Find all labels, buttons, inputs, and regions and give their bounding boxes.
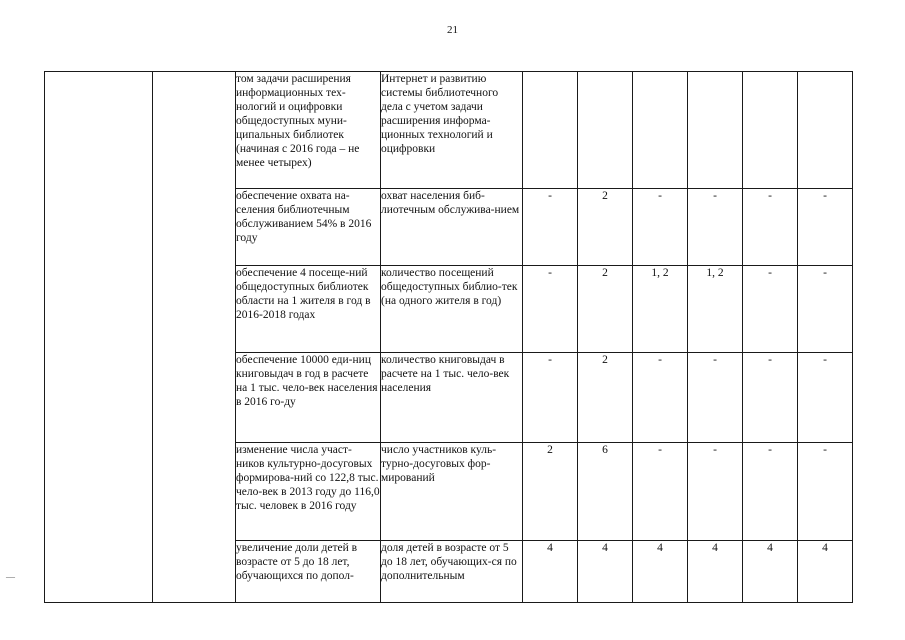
- goal-cell: обеспечение охвата на-селения библиотечным обслуживанием 54% в 2016 году: [236, 189, 381, 266]
- value-cell: -: [743, 353, 798, 443]
- value-cell: 4: [578, 541, 633, 603]
- value-cell: 2: [578, 266, 633, 353]
- indicator-cell: доля детей в возрасте от 5 до 18 лет, обучающих-ся по дополнительным: [381, 541, 523, 603]
- name-column-cell: [153, 72, 236, 603]
- value-cell: 2: [578, 353, 633, 443]
- value-cell: -: [523, 189, 578, 266]
- value-cell: -: [688, 443, 743, 541]
- value-cell: [578, 72, 633, 189]
- value-cell: 1, 2: [688, 266, 743, 353]
- value-cell: [688, 72, 743, 189]
- value-cell: 4: [798, 541, 853, 603]
- goal-cell: том задачи расширения информационных тех-нологий и оцифровки общедоступных муни-ципальных библиотек (начиная с 2016 года – не менее четырех): [236, 72, 381, 189]
- goal-cell: обеспечение 10000 еди-ниц книговыдач в год в расчете на 1 тыс. чело-век населения в 2016 го-ду: [236, 353, 381, 443]
- value-cell: -: [798, 353, 853, 443]
- value-cell: -: [688, 189, 743, 266]
- value-cell: 2: [578, 189, 633, 266]
- value-cell: -: [688, 353, 743, 443]
- value-cell: 4: [688, 541, 743, 603]
- indicators-table: [44, 71, 853, 603]
- value-cell: 4: [743, 541, 798, 603]
- value-cell: [523, 72, 578, 189]
- value-cell: -: [743, 266, 798, 353]
- value-cell: [633, 72, 688, 189]
- value-cell: -: [743, 443, 798, 541]
- value-cell: -: [798, 189, 853, 266]
- value-cell: -: [798, 266, 853, 353]
- margin-mark: —: [6, 572, 15, 582]
- value-cell: -: [523, 266, 578, 353]
- number-column-cell: [45, 72, 153, 603]
- table-row: [45, 72, 853, 189]
- value-cell: 1, 2: [633, 266, 688, 353]
- indicator-cell: количество посещений общедоступных библио-тек (на одного жителя в год): [381, 266, 523, 353]
- value-cell: [743, 72, 798, 189]
- value-cell: 4: [523, 541, 578, 603]
- indicator-cell: Интернет и развитию системы библиотечного дела с учетом задачи расширения информа-ционных технологий и оцифровки: [381, 72, 523, 189]
- page-number: 21: [447, 24, 458, 36]
- goal-cell: обеспечение 4 посеще-ний общедоступных библиотек области на 1 жителя в год в 2016-2018 годах: [236, 266, 381, 353]
- value-cell: [798, 72, 853, 189]
- value-cell: -: [633, 189, 688, 266]
- indicator-cell: охват населения биб-лиотечным обслужива-нием: [381, 189, 523, 266]
- value-cell: 4: [633, 541, 688, 603]
- value-cell: 6: [578, 443, 633, 541]
- value-cell: -: [798, 443, 853, 541]
- value-cell: -: [633, 443, 688, 541]
- value-cell: -: [633, 353, 688, 443]
- goal-cell: изменение числа участ-ников культурно-досуговых формирова-ний со 122,8 тыс. чело-век в 2013 году до 116,0 тыс. человек в 2016 году: [236, 443, 381, 541]
- value-cell: 2: [523, 443, 578, 541]
- indicator-cell: количество книговыдач в расчете на 1 тыс. чело-век населения: [381, 353, 523, 443]
- value-cell: -: [743, 189, 798, 266]
- value-cell: -: [523, 353, 578, 443]
- goal-cell: увеличение доли детей в возрасте от 5 до 18 лет, обучающихся по допол-: [236, 541, 381, 603]
- indicator-cell: число участников куль-турно-досуговых фор-мирований: [381, 443, 523, 541]
